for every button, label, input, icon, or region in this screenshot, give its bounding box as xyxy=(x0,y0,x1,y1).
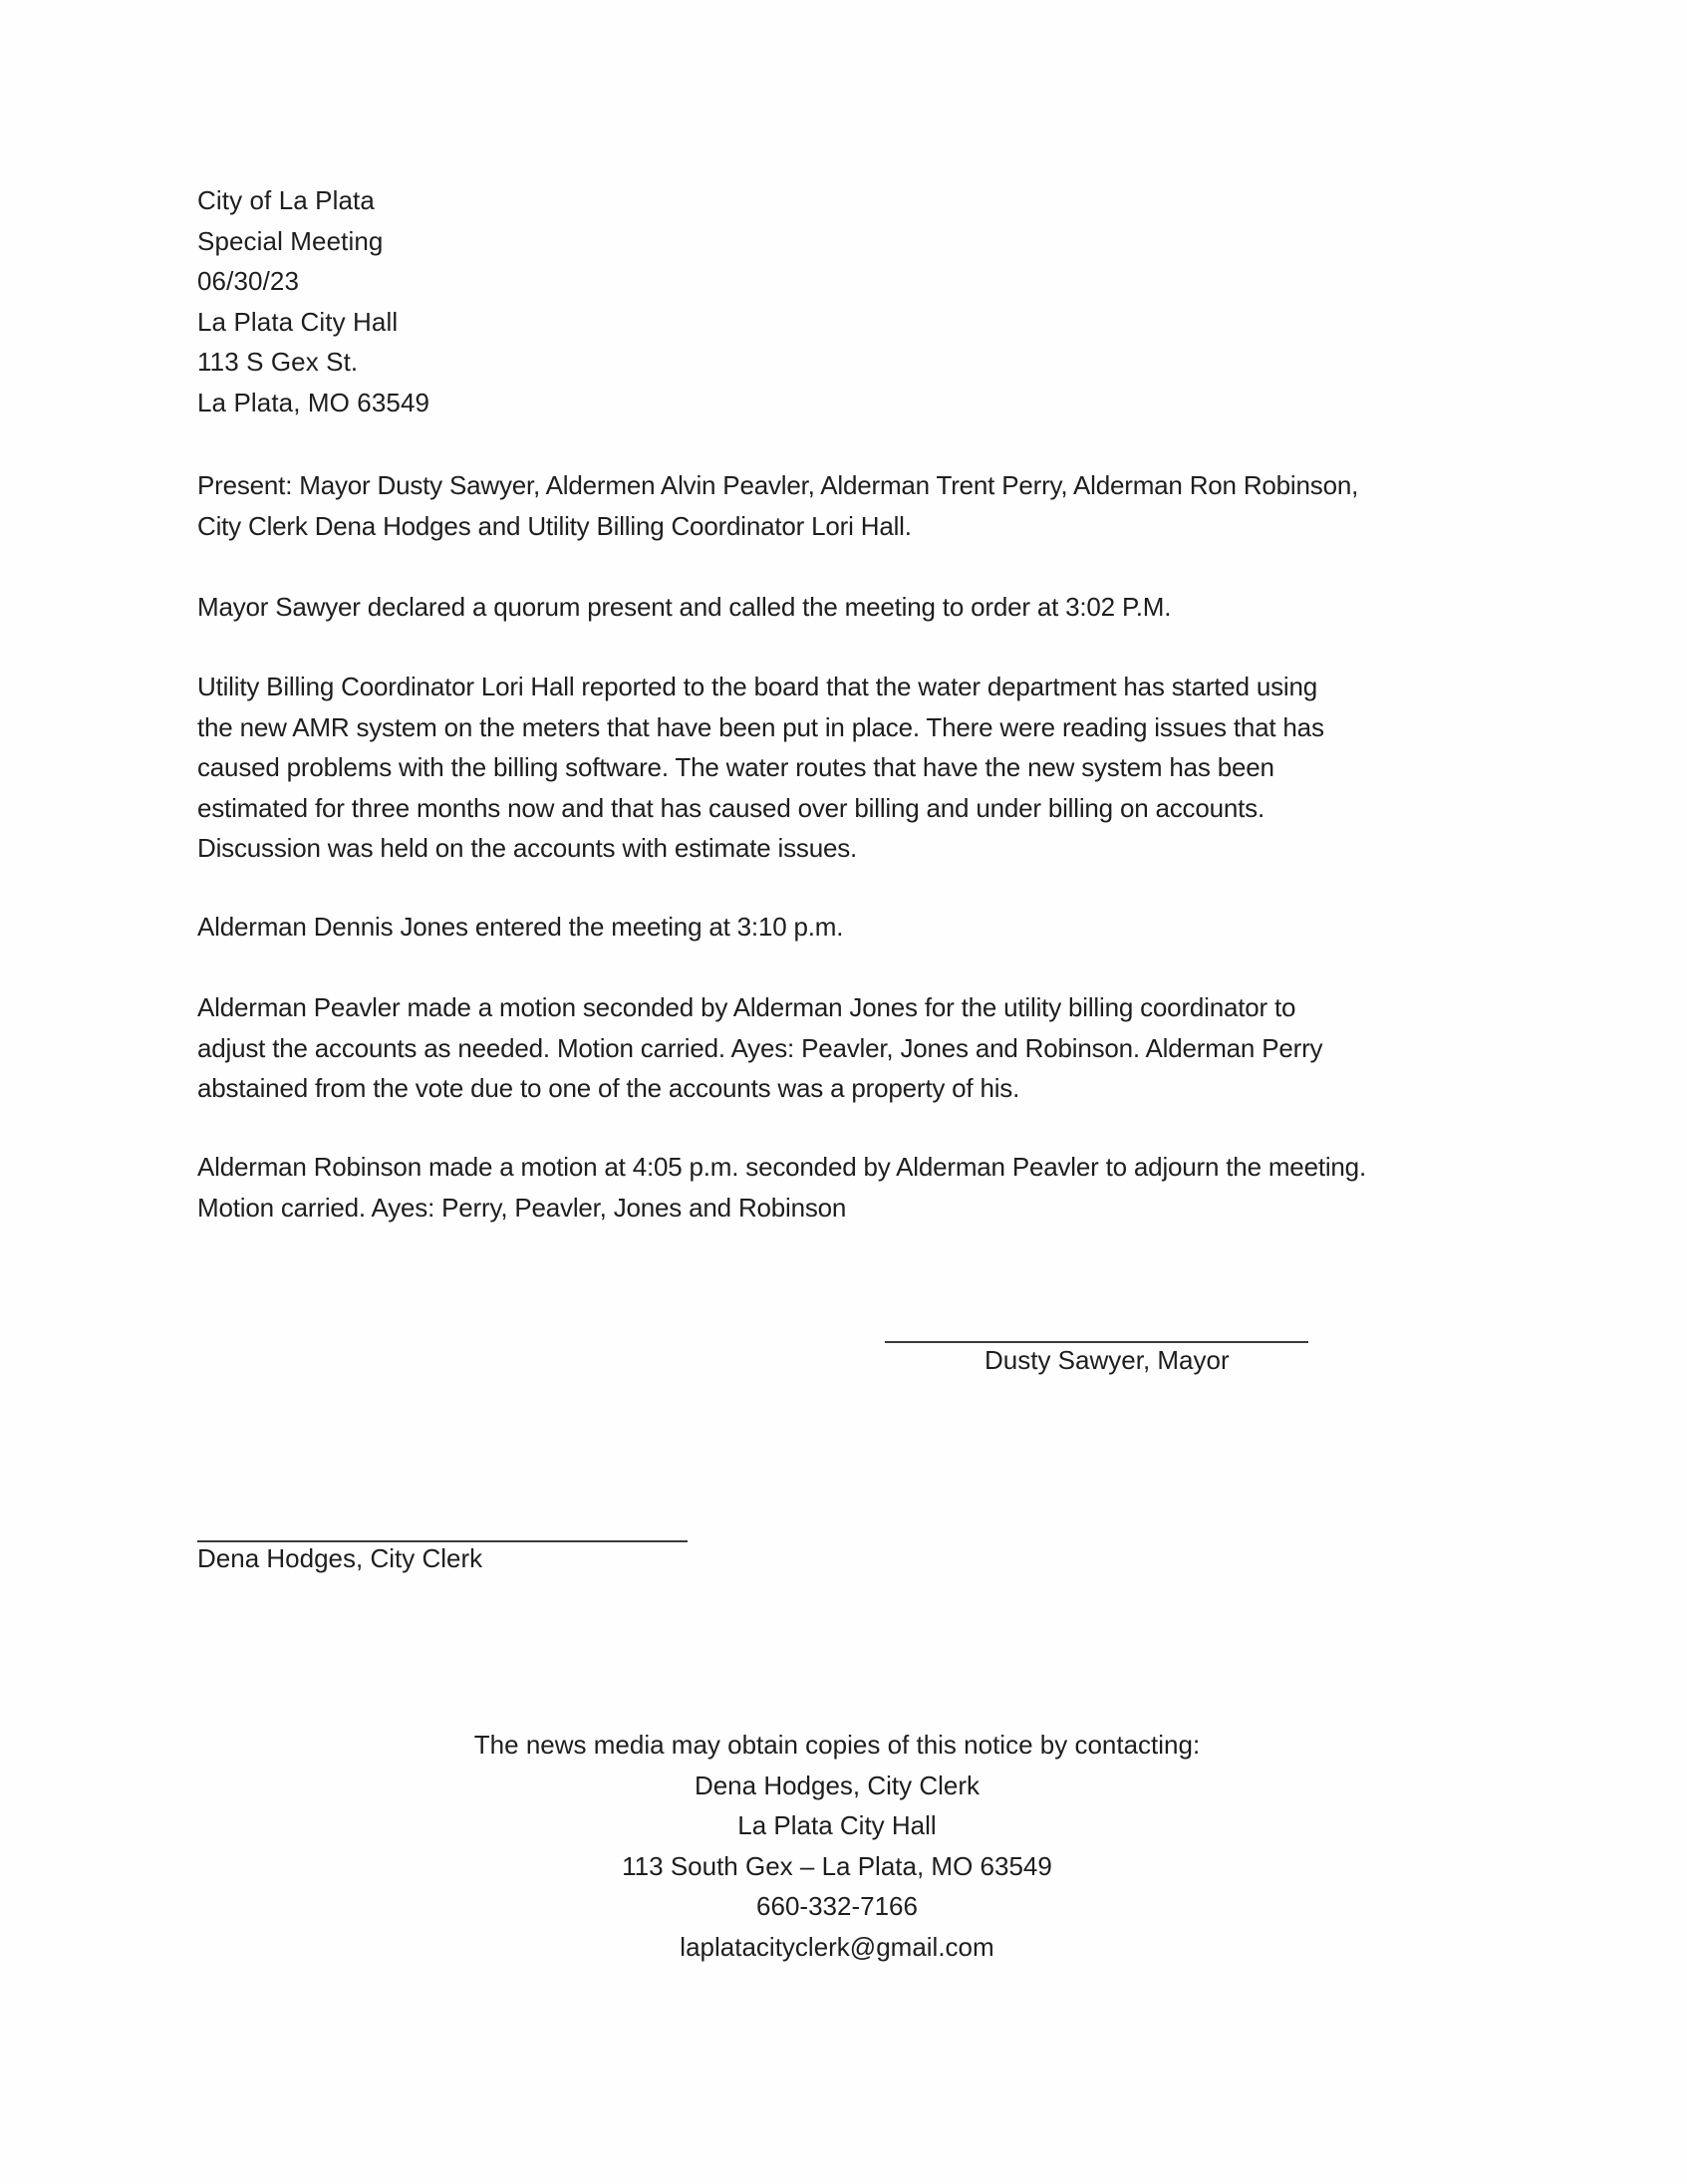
text-line: Utility Billing Coordinator Lori Hall reported to the board that the water department has started using xyxy=(197,672,1318,701)
footer-contact-name: Dena Hodges, City Clerk xyxy=(694,1770,981,1800)
billing-report-paragraph xyxy=(197,667,1493,869)
media-contact-footer xyxy=(438,1725,1236,1967)
footer-phone: 660-332-7166 xyxy=(756,1891,918,1921)
venue-name: La Plata City Hall xyxy=(197,306,399,337)
text-line: estimated for three months now and that has caused over billing and under billing on accounts. xyxy=(197,792,1265,823)
clerk-signature-name: Dena Hodges, City Clerk xyxy=(197,1543,483,1573)
text-line: Discussion was held on the accounts with estimate issues. xyxy=(197,833,858,863)
footer-notice: The news media may obtain copies of this notice by contacting: xyxy=(473,1730,1201,1760)
meeting-type: Special Meeting xyxy=(197,225,384,256)
quorum-paragraph xyxy=(197,587,1493,628)
meeting-header xyxy=(197,180,429,422)
text-line: City Clerk Dena Hodges and Utility Billing Coordinator Lori Hall. xyxy=(197,510,912,541)
mayor-signature-rule xyxy=(885,1341,1097,1343)
text-line: Alderman Peavler made a motion seconded by Alderman Jones for the utility billing coordinator to xyxy=(197,992,1296,1022)
footer-address: 113 South Gex – La Plata, MO 63549 xyxy=(622,1850,1052,1881)
venue-street: 113 S Gex St. xyxy=(197,347,359,377)
mayor-signature-rule-right xyxy=(1096,1341,1308,1343)
text-line: abstained from the vote due to one of the accounts was a property of his. xyxy=(197,1073,1020,1103)
attendance-paragraph xyxy=(197,465,1493,546)
meeting-date: 06/30/23 xyxy=(197,266,300,296)
member-entered-paragraph xyxy=(197,907,1493,948)
text-line: Motion carried. Ayes: Perry, Peavler, Jones and Robinson xyxy=(197,1192,847,1223)
adjust-accounts-motion-paragraph xyxy=(197,987,1493,1109)
text-line: Alderman Robinson made a motion at 4:05 p.m. seconded by Alderman Peavler to adjourn the meeting. xyxy=(197,1152,1366,1182)
text-line: Alderman Dennis Jones entered the meeting at 3:10 p.m. xyxy=(197,912,844,942)
footer-email: laplatacityclerk@gmail.com xyxy=(680,1931,994,1962)
venue-city-state-zip: La Plata, MO 63549 xyxy=(197,387,430,417)
text-line: caused problems with the billing software. The water routes that have the new system has been xyxy=(197,752,1274,782)
text-line: the new AMR system on the meters that have been put in place. There were reading issues that has xyxy=(197,711,1324,742)
clerk-signature-line xyxy=(197,1540,688,1542)
text-line: Present: Mayor Dusty Sawyer, Aldermen Alvin Peavler, Alderman Trent Perry, Alderman Ron Robinson, xyxy=(197,470,1359,500)
city-name: City of La Plata xyxy=(197,185,375,215)
mayor-signature-name: Dusty Sawyer, Mayor xyxy=(984,1345,1230,1375)
footer-office: La Plata City Hall xyxy=(737,1810,937,1840)
adjourn-motion-paragraph xyxy=(197,1147,1493,1228)
text-line: Mayor Sawyer declared a quorum present and called the meeting to order at 3:02 P.M. xyxy=(197,592,1172,622)
text-line: adjust the accounts as needed. Motion carried. Ayes: Peavler, Jones and Robinson. Alderman Perry xyxy=(197,1032,1323,1063)
